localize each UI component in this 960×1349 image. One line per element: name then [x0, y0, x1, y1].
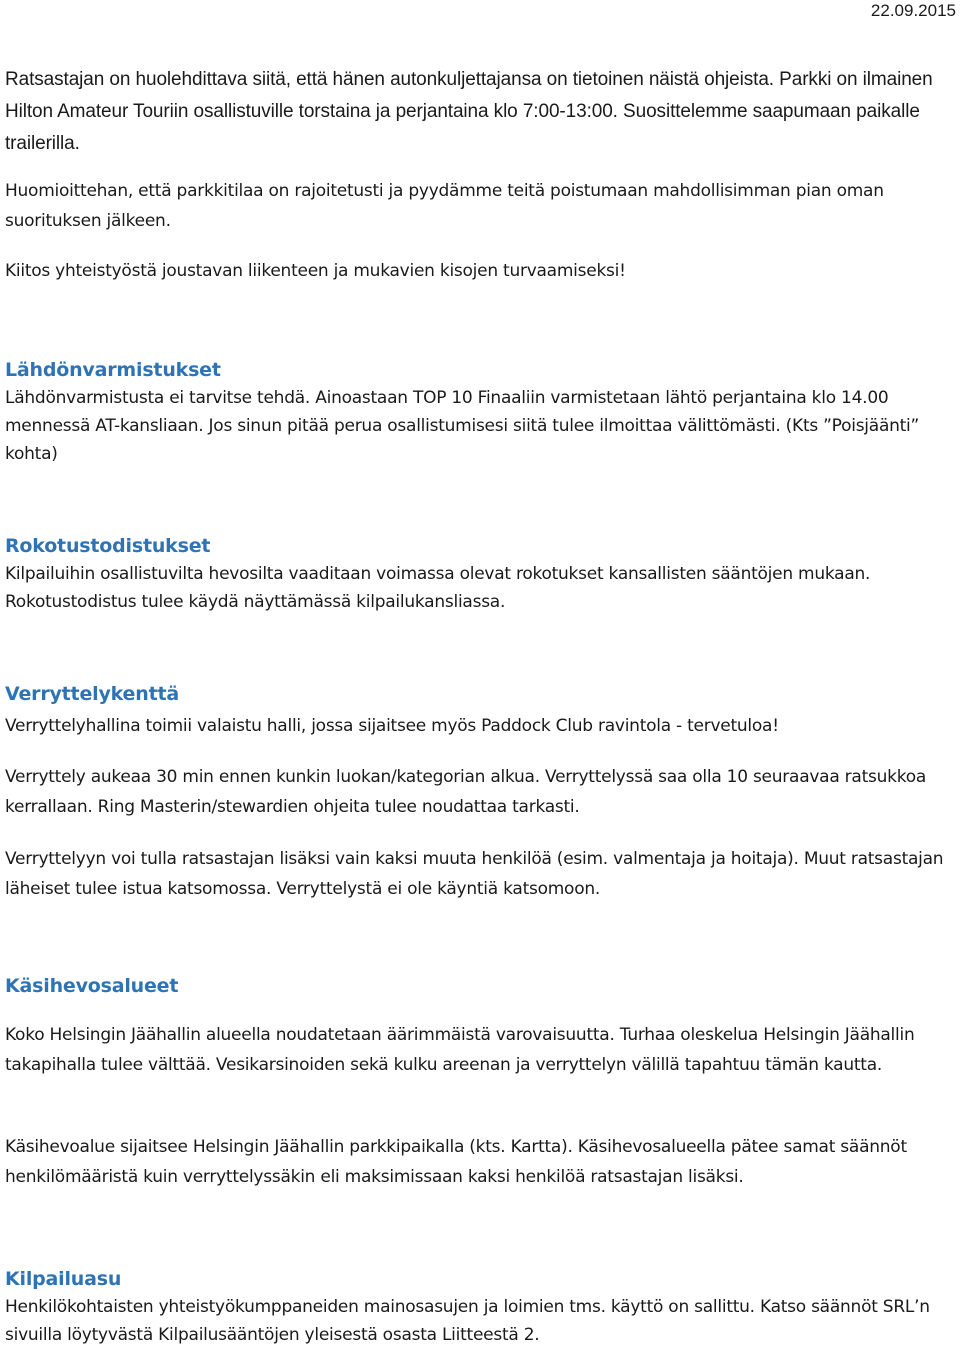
document-date: 22.09.2015: [870, 1, 956, 20]
intro-paragraph-thanks: Kiitos yhteistyöstä joustavan liikenteen ja mukavien kisojen turvaamiseksi!: [5, 261, 626, 281]
section-paragraph-lahdonvarmistukset: Lähdönvarmistusta ei tarvitse tehdä. Ainoastaan TOP 10 Finaaliin varmistetaan lähtö perjantaina klo 14.00 mennessä AT-kansliaan. Jos sinun pitää perua osallistumisesi siitä tulee ilmoittaa välittömästi. (Kts ”Poisjäänti” kohta): [5, 388, 920, 464]
intro-paragraph-parking: Ratsastajan on huolehdittava siitä, että hänen autonkuljettajansa on tietoinen näistä ohjeista. Parkki on ilmainen Hilton Amateur Touriin osallistuville torstaina ja perjantaina klo 7:00-13:00. Suosittelemme saapumaan paikalle trailerilla.: [5, 69, 933, 154]
section-paragraph-verryttely-aukeaa: Verryttely aukeaa 30 min ennen kunkin luokan/kategorian alkua. Verryttelyssä saa olla 10 seuraavaa ratsukkoa kerrallaan. Ring Masterin/stewardien ohjeita tulee noudattaa tarkasti.: [5, 767, 927, 817]
section-paragraph-kasihevosalue-sijainti: Käsihevoalue sijaitsee Helsingin Jäähallin parkkipaikalla (kts. Kartta). Käsihevosalueella pätee samat säännöt henkilömääristä kuin verryttelyssäkin eli maksimissaan kaksi henkilöä ratsastajan lisäksi.: [5, 1137, 907, 1187]
section-paragraph-kilpailuasu: Henkilökohtaisten yhteistyökumppaneiden mainosasujen ja loimien tms. käyttö on sallittu. Katso säännöt SRL’n sivuilla löytyvästä Kilpailusääntöjen yleisestä osasta Liitteestä 2.: [5, 1297, 930, 1345]
section-paragraph-verryttelyhalli: Verryttelyhallina toimii valaistu halli, jossa sijaitsee myös Paddock Club ravintola - tervetuloa!: [5, 716, 779, 736]
section-paragraph-kasihevos-varovaisuus: Koko Helsingin Jäähallin alueella noudatetaan äärimmäistä varovaisuutta. Turhaa oleskelua Helsingin Jäähallin takapihalla tulee välttää. Vesikarsinoiden sekä kulku areenan ja verryttelyn välillä tapahtuu tämän kautta.: [5, 1025, 915, 1075]
section-heading-verryttelykentta: Verryttelykenttä: [5, 683, 179, 705]
section-paragraph-verryttely-henkilot: Verryttelyyn voi tulla ratsastajan lisäksi vain kaksi muuta henkilöä (esim. valmentaja ja hoitaja). Muut ratsastajan läheiset tulee istua katsomossa. Verryttelystä ei ole käyntiä katsomoon.: [5, 849, 944, 899]
intro-paragraph-parking-limited: Huomioittehan, että parkkitilaa on rajoitetusti ja pyydämme teitä poistumaan mahdollisimman pian oman suorituksen jälkeen.: [5, 181, 884, 231]
section-heading-rokotustodistukset: Rokotustodistukset: [5, 535, 211, 557]
section-paragraph-rokotustodistukset: Kilpailuihin osallistuvilta hevosilta vaaditaan voimassa olevat rokotukset kansallisten sääntöjen mukaan. Rokotustodistus tulee käydä näyttämässä kilpailukansliassa.: [5, 564, 871, 612]
section-heading-lahdonvarmistukset: Lähdönvarmistukset: [5, 359, 221, 381]
section-heading-kilpailuasu: Kilpailuasu: [5, 1268, 122, 1290]
section-heading-kasihevosalueet: Käsihevosalueet: [5, 975, 179, 997]
